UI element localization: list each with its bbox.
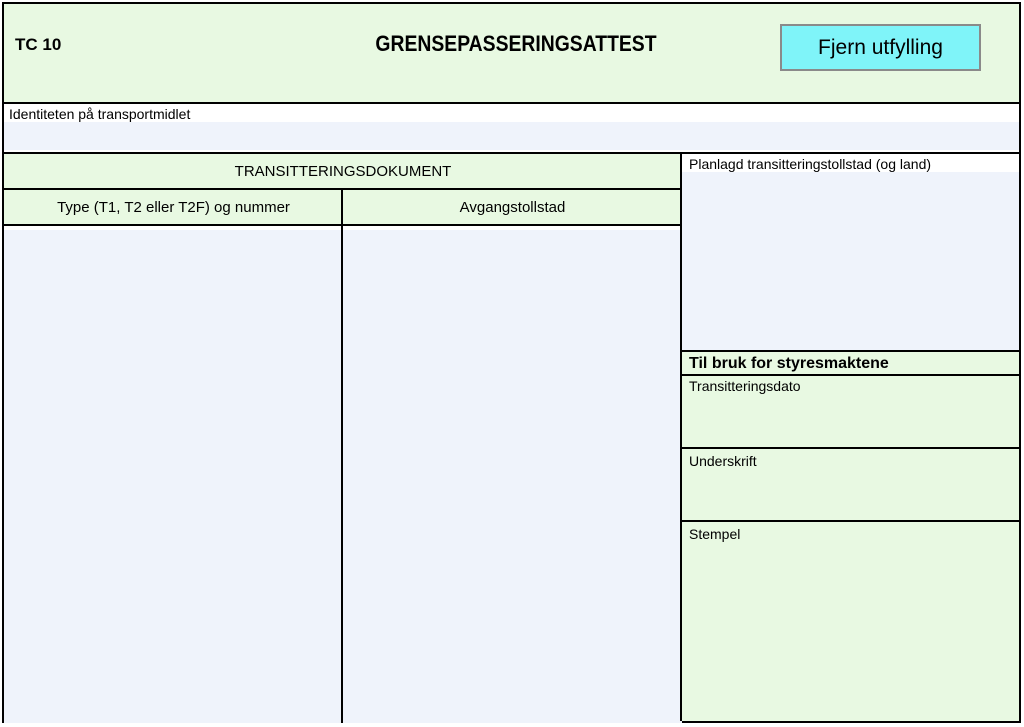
stamp-box[interactable] [680,520,1019,721]
transit-document-title: TRANSITTERINGSDOKUMENT [234,162,452,180]
signature-label: Underskrift [689,453,757,469]
transit-date-box[interactable] [680,374,1019,449]
planned-office-section [680,152,1019,352]
departure-office-section [341,224,682,721]
form-header [4,4,1019,102]
authorities-heading [680,350,1019,376]
clear-form-button[interactable]: Fjern utfylling [780,24,981,71]
stamp-label: Stempel [689,526,741,542]
transport-identity-field[interactable] [4,122,1019,150]
column-header-office [341,188,682,224]
transport-identity-label: Identiteten på transportmidlet [9,106,191,122]
transport-identity-section [4,102,1019,152]
type-number-section [4,224,343,721]
authorities-title: Til bruk for styresmaktene [689,355,889,372]
transit-document-heading [4,152,682,188]
signature-box[interactable] [680,447,1019,522]
column-office-label: Avgangstollstad [459,198,566,216]
departure-office-field[interactable] [343,230,682,723]
column-header-type [4,188,343,224]
type-number-field[interactable] [4,230,341,723]
form-code: TC 10 [15,35,62,54]
column-type-label: Type (T1, T2 eller T2F) og nummer [57,198,290,216]
form-title: GRENSEPASSERINGSATTEST [375,31,657,56]
border-crossing-form [2,2,1021,723]
transit-date-label: Transitteringsdato [689,378,801,394]
planned-office-field[interactable] [682,172,1019,350]
planned-office-label: Planlagd transitteringstollstad (og land) [689,156,932,172]
